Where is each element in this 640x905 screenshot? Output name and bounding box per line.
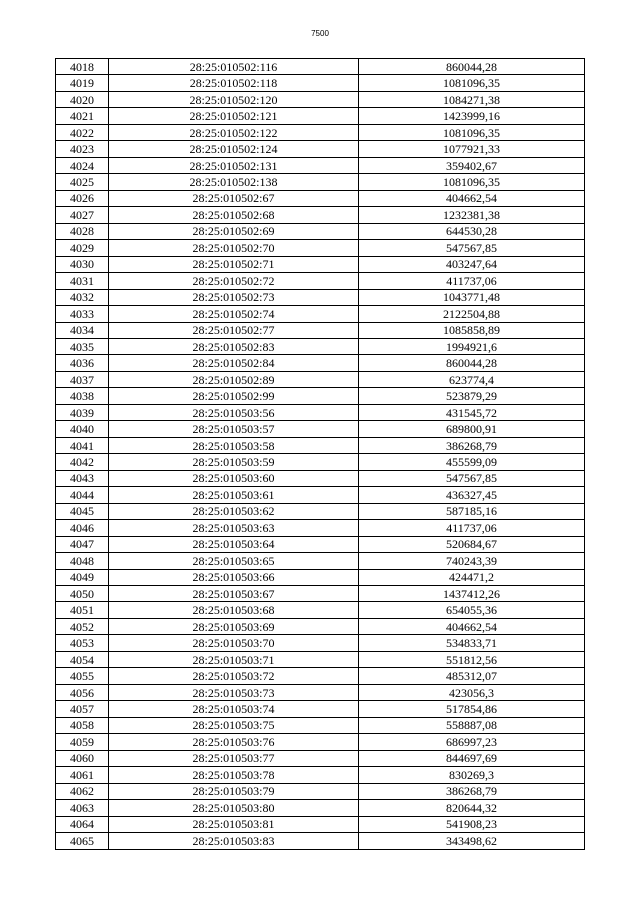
row-number-cell: 4059 bbox=[56, 734, 109, 750]
cadastral-value-cell: 558887,08 bbox=[359, 717, 585, 733]
cadastral-number-cell: 28:25:010502:67 bbox=[109, 190, 359, 206]
cadastral-number-cell: 28:25:010503:81 bbox=[109, 816, 359, 832]
table-row bbox=[56, 684, 585, 700]
table-row bbox=[56, 800, 585, 816]
cadastral-number-cell: 28:25:010502:118 bbox=[109, 75, 359, 91]
cadastral-number-cell: 28:25:010502:120 bbox=[109, 91, 359, 107]
row-number-cell: 4046 bbox=[56, 520, 109, 536]
cadastral-value-cell: 689800,91 bbox=[359, 421, 585, 437]
table-row bbox=[56, 783, 585, 799]
cadastral-value-cell: 541908,23 bbox=[359, 816, 585, 832]
table-row bbox=[56, 618, 585, 634]
table-row bbox=[56, 124, 585, 140]
cadastral-number-cell: 28:25:010503:63 bbox=[109, 520, 359, 536]
cadastral-number-cell: 28:25:010502:72 bbox=[109, 273, 359, 289]
cadastral-value-cell: 686997,23 bbox=[359, 734, 585, 750]
cadastral-value-cell: 431545,72 bbox=[359, 404, 585, 420]
row-number-cell: 4029 bbox=[56, 240, 109, 256]
table-row bbox=[56, 223, 585, 239]
cadastral-value-cell: 534833,71 bbox=[359, 635, 585, 651]
cadastral-number-cell: 28:25:010503:60 bbox=[109, 470, 359, 486]
cadastral-value-cell: 386268,79 bbox=[359, 783, 585, 799]
cadastral-value-table bbox=[55, 58, 585, 850]
cadastral-number-cell: 28:25:010502:124 bbox=[109, 141, 359, 157]
row-number-cell: 4041 bbox=[56, 437, 109, 453]
row-number-cell: 4025 bbox=[56, 174, 109, 190]
row-number-cell: 4020 bbox=[56, 91, 109, 107]
row-number-cell: 4024 bbox=[56, 157, 109, 173]
table-row bbox=[56, 371, 585, 387]
table-row bbox=[56, 487, 585, 503]
table-row bbox=[56, 750, 585, 766]
table-row bbox=[56, 256, 585, 272]
cadastral-number-cell: 28:25:010503:77 bbox=[109, 750, 359, 766]
table-row bbox=[56, 602, 585, 618]
cadastral-value-cell: 740243,39 bbox=[359, 553, 585, 569]
table-row bbox=[56, 503, 585, 519]
cadastral-value-cell: 424471,2 bbox=[359, 569, 585, 585]
table-row bbox=[56, 322, 585, 338]
cadastral-value-cell: 411737,06 bbox=[359, 520, 585, 536]
row-number-cell: 4042 bbox=[56, 454, 109, 470]
cadastral-number-cell: 28:25:010502:89 bbox=[109, 371, 359, 387]
row-number-cell: 4050 bbox=[56, 586, 109, 602]
cadastral-value-cell: 547567,85 bbox=[359, 240, 585, 256]
row-number-cell: 4047 bbox=[56, 536, 109, 552]
row-number-cell: 4052 bbox=[56, 618, 109, 634]
cadastral-value-cell: 411737,06 bbox=[359, 273, 585, 289]
table-row bbox=[56, 174, 585, 190]
row-number-cell: 4032 bbox=[56, 289, 109, 305]
cadastral-value-cell: 1043771,48 bbox=[359, 289, 585, 305]
cadastral-number-cell: 28:25:010503:65 bbox=[109, 553, 359, 569]
cadastral-value-cell: 455599,09 bbox=[359, 454, 585, 470]
cadastral-value-cell: 404662,54 bbox=[359, 618, 585, 634]
row-number-cell: 4043 bbox=[56, 470, 109, 486]
cadastral-number-cell: 28:25:010503:61 bbox=[109, 487, 359, 503]
row-number-cell: 4064 bbox=[56, 816, 109, 832]
table-row bbox=[56, 816, 585, 832]
cadastral-value-cell: 520684,67 bbox=[359, 536, 585, 552]
cadastral-number-cell: 28:25:010503:70 bbox=[109, 635, 359, 651]
cadastral-value-cell: 1423999,16 bbox=[359, 108, 585, 124]
cadastral-value-cell: 523879,29 bbox=[359, 388, 585, 404]
table-row bbox=[56, 701, 585, 717]
cadastral-number-cell: 28:25:010502:99 bbox=[109, 388, 359, 404]
table-row bbox=[56, 338, 585, 354]
row-number-cell: 4036 bbox=[56, 355, 109, 371]
cadastral-number-cell: 28:25:010503:68 bbox=[109, 602, 359, 618]
cadastral-value-cell: 1084271,38 bbox=[359, 91, 585, 107]
row-number-cell: 4063 bbox=[56, 800, 109, 816]
page-number: 7500 bbox=[311, 29, 329, 38]
cadastral-value-cell: 1085858,89 bbox=[359, 322, 585, 338]
table-row bbox=[56, 635, 585, 651]
cadastral-number-cell: 28:25:010503:72 bbox=[109, 668, 359, 684]
cadastral-value-cell: 403247,64 bbox=[359, 256, 585, 272]
row-number-cell: 4028 bbox=[56, 223, 109, 239]
cadastral-number-cell: 28:25:010502:116 bbox=[109, 59, 359, 75]
row-number-cell: 4060 bbox=[56, 750, 109, 766]
row-number-cell: 4055 bbox=[56, 668, 109, 684]
cadastral-number-cell: 28:25:010502:73 bbox=[109, 289, 359, 305]
table-row bbox=[56, 437, 585, 453]
row-number-cell: 4049 bbox=[56, 569, 109, 585]
table-row bbox=[56, 240, 585, 256]
cadastral-value-cell: 404662,54 bbox=[359, 190, 585, 206]
cadastral-number-cell: 28:25:010503:83 bbox=[109, 833, 359, 849]
table-row bbox=[56, 454, 585, 470]
cadastral-value-cell: 2122504,88 bbox=[359, 306, 585, 322]
table-row bbox=[56, 207, 585, 223]
row-number-cell: 4058 bbox=[56, 717, 109, 733]
table-row bbox=[56, 388, 585, 404]
row-number-cell: 4023 bbox=[56, 141, 109, 157]
cadastral-number-cell: 28:25:010503:73 bbox=[109, 684, 359, 700]
cadastral-number-cell: 28:25:010503:74 bbox=[109, 701, 359, 717]
row-number-cell: 4057 bbox=[56, 701, 109, 717]
row-number-cell: 4035 bbox=[56, 338, 109, 354]
cadastral-value-cell: 1994921,6 bbox=[359, 338, 585, 354]
cadastral-number-cell: 28:25:010502:138 bbox=[109, 174, 359, 190]
cadastral-number-cell: 28:25:010503:64 bbox=[109, 536, 359, 552]
cadastral-number-cell: 28:25:010503:62 bbox=[109, 503, 359, 519]
cadastral-value-cell: 830269,3 bbox=[359, 767, 585, 783]
cadastral-value-cell: 1232381,38 bbox=[359, 207, 585, 223]
cadastral-number-cell: 28:25:010503:58 bbox=[109, 437, 359, 453]
cadastral-value-cell: 860044,28 bbox=[359, 59, 585, 75]
cadastral-number-cell: 28:25:010503:78 bbox=[109, 767, 359, 783]
row-number-cell: 4038 bbox=[56, 388, 109, 404]
cadastral-number-cell: 28:25:010502:121 bbox=[109, 108, 359, 124]
table-row bbox=[56, 75, 585, 91]
cadastral-number-cell: 28:25:010502:131 bbox=[109, 157, 359, 173]
cadastral-value-cell: 485312,07 bbox=[359, 668, 585, 684]
cadastral-value-cell: 860044,28 bbox=[359, 355, 585, 371]
table-row bbox=[56, 734, 585, 750]
table-row bbox=[56, 355, 585, 371]
row-number-cell: 4051 bbox=[56, 602, 109, 618]
cadastral-number-cell: 28:25:010502:74 bbox=[109, 306, 359, 322]
row-number-cell: 4053 bbox=[56, 635, 109, 651]
row-number-cell: 4019 bbox=[56, 75, 109, 91]
cadastral-value-cell: 1437412,26 bbox=[359, 586, 585, 602]
cadastral-value-cell: 623774,4 bbox=[359, 371, 585, 387]
cadastral-number-cell: 28:25:010502:122 bbox=[109, 124, 359, 140]
table-row bbox=[56, 470, 585, 486]
cadastral-number-cell: 28:25:010502:84 bbox=[109, 355, 359, 371]
row-number-cell: 4021 bbox=[56, 108, 109, 124]
cadastral-number-cell: 28:25:010502:68 bbox=[109, 207, 359, 223]
row-number-cell: 4040 bbox=[56, 421, 109, 437]
row-number-cell: 4045 bbox=[56, 503, 109, 519]
table-row bbox=[56, 421, 585, 437]
cadastral-value-cell: 844697,69 bbox=[359, 750, 585, 766]
cadastral-number-cell: 28:25:010502:83 bbox=[109, 338, 359, 354]
row-number-cell: 4061 bbox=[56, 767, 109, 783]
cadastral-number-cell: 28:25:010502:71 bbox=[109, 256, 359, 272]
row-number-cell: 4048 bbox=[56, 553, 109, 569]
table-row bbox=[56, 717, 585, 733]
cadastral-number-cell: 28:25:010503:59 bbox=[109, 454, 359, 470]
cadastral-number-cell: 28:25:010502:77 bbox=[109, 322, 359, 338]
row-number-cell: 4030 bbox=[56, 256, 109, 272]
table-row bbox=[56, 141, 585, 157]
cadastral-number-cell: 28:25:010503:56 bbox=[109, 404, 359, 420]
table-row bbox=[56, 306, 585, 322]
cadastral-value-cell: 1081096,35 bbox=[359, 75, 585, 91]
cadastral-value-cell: 343498,62 bbox=[359, 833, 585, 849]
table-row bbox=[56, 833, 585, 849]
cadastral-value-cell: 1081096,35 bbox=[359, 174, 585, 190]
cadastral-number-cell: 28:25:010502:70 bbox=[109, 240, 359, 256]
cadastral-value-cell: 517854,86 bbox=[359, 701, 585, 717]
cadastral-number-cell: 28:25:010503:67 bbox=[109, 586, 359, 602]
cadastral-number-cell: 28:25:010503:71 bbox=[109, 651, 359, 667]
cadastral-number-cell: 28:25:010503:79 bbox=[109, 783, 359, 799]
table-row bbox=[56, 108, 585, 124]
cadastral-value-cell: 386268,79 bbox=[359, 437, 585, 453]
table-row bbox=[56, 651, 585, 667]
cadastral-number-cell: 28:25:010503:69 bbox=[109, 618, 359, 634]
row-number-cell: 4037 bbox=[56, 371, 109, 387]
cadastral-value-cell: 654055,36 bbox=[359, 602, 585, 618]
row-number-cell: 4039 bbox=[56, 404, 109, 420]
table-row bbox=[56, 553, 585, 569]
table-row bbox=[56, 190, 585, 206]
table-row bbox=[56, 289, 585, 305]
table-row bbox=[56, 59, 585, 75]
cadastral-value-cell: 820644,32 bbox=[359, 800, 585, 816]
cadastral-value-cell: 644530,28 bbox=[359, 223, 585, 239]
cadastral-value-cell: 436327,45 bbox=[359, 487, 585, 503]
cadastral-value-cell: 1081096,35 bbox=[359, 124, 585, 140]
table-row bbox=[56, 569, 585, 585]
cadastral-value-cell: 423056,3 bbox=[359, 684, 585, 700]
table-row bbox=[56, 520, 585, 536]
row-number-cell: 4034 bbox=[56, 322, 109, 338]
row-number-cell: 4022 bbox=[56, 124, 109, 140]
cadastral-value-cell: 551812,56 bbox=[359, 651, 585, 667]
row-number-cell: 4056 bbox=[56, 684, 109, 700]
row-number-cell: 4062 bbox=[56, 783, 109, 799]
cadastral-number-cell: 28:25:010503:76 bbox=[109, 734, 359, 750]
table-row bbox=[56, 586, 585, 602]
table-row bbox=[56, 536, 585, 552]
table-body bbox=[56, 59, 585, 850]
cadastral-number-cell: 28:25:010503:80 bbox=[109, 800, 359, 816]
table-row bbox=[56, 767, 585, 783]
table-row bbox=[56, 91, 585, 107]
row-number-cell: 4031 bbox=[56, 273, 109, 289]
cadastral-value-cell: 359402,67 bbox=[359, 157, 585, 173]
table-row bbox=[56, 157, 585, 173]
cadastral-value-cell: 587185,16 bbox=[359, 503, 585, 519]
cadastral-value-cell: 1077921,33 bbox=[359, 141, 585, 157]
row-number-cell: 4044 bbox=[56, 487, 109, 503]
row-number-cell: 4027 bbox=[56, 207, 109, 223]
row-number-cell: 4033 bbox=[56, 306, 109, 322]
row-number-cell: 4065 bbox=[56, 833, 109, 849]
table-row bbox=[56, 404, 585, 420]
cadastral-number-cell: 28:25:010503:75 bbox=[109, 717, 359, 733]
table-row bbox=[56, 273, 585, 289]
row-number-cell: 4018 bbox=[56, 59, 109, 75]
cadastral-number-cell: 28:25:010502:69 bbox=[109, 223, 359, 239]
cadastral-number-cell: 28:25:010503:57 bbox=[109, 421, 359, 437]
cadastral-number-cell: 28:25:010503:66 bbox=[109, 569, 359, 585]
table-row bbox=[56, 668, 585, 684]
cadastral-value-cell: 547567,85 bbox=[359, 470, 585, 486]
row-number-cell: 4054 bbox=[56, 651, 109, 667]
row-number-cell: 4026 bbox=[56, 190, 109, 206]
